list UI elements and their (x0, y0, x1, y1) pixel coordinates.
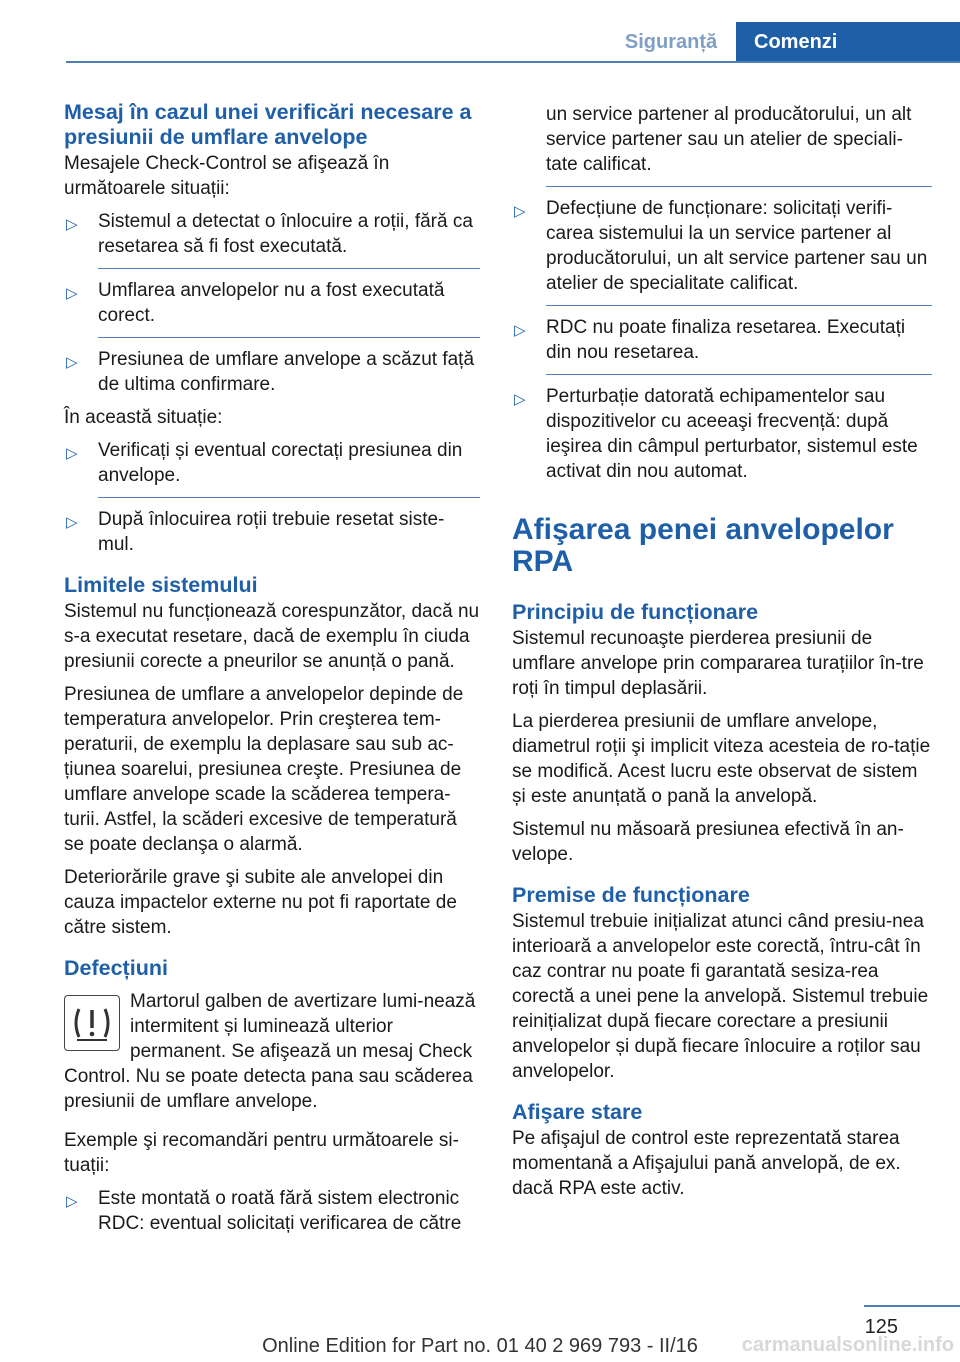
watermark: carmanualsonline.info (741, 1334, 954, 1356)
header-rule (66, 61, 960, 63)
heading-malfunctions: Defecțiuni (64, 956, 168, 980)
paragraph: Deteriorările grave şi subite ale anvelopei din cauza impactelor externe nu pot fi raportate de către sistem. (64, 867, 457, 938)
heading-check-message: Mesaj în cazul unei verificări necesare a presiunii de umflare anvelope (64, 100, 472, 149)
heading-operating-principle: Principiu de funcționare (512, 600, 759, 624)
triangle-right-icon: ▷ (66, 216, 78, 233)
tire-pressure-warning-icon (64, 995, 120, 1051)
triangle-right-icon: ▷ (66, 285, 78, 302)
list-item: ▷ RDC nu poate finaliza resetarea. Executați din nou resetarea. (512, 315, 932, 375)
heading-operating-requirements: Premise de funcționare (512, 883, 750, 907)
list-item: ▷ După înlocuirea roții trebuie resetat siste-mul. (66, 509, 445, 555)
triangle-right-icon: ▷ (66, 1193, 78, 1210)
triangle-right-icon: ▷ (66, 445, 78, 462)
paragraph: Presiunea de umflare a anvelopelor depinde de temperatura anvelopelor. Prin creşterea tem-peraturii, de exemplu la deplasare sau sub ac-țiunea soarelui, presiunea creşte. Presiunea de umflare anvelope scade la scăderea tempera-turii. Astfel, la scăderi excesive de temperatură se poate declanşa o alarmă. (64, 684, 464, 855)
footer-rule (864, 1305, 960, 1307)
left-column (64, 100, 480, 1244)
list-item: ▷ Umflarea anvelopelor nu a fost executată corect. (64, 278, 480, 338)
header-tab-siguranta[interactable]: Siguranță (624, 31, 718, 53)
page-number: 125 (864, 1316, 898, 1338)
triangle-right-icon: ▷ (514, 322, 526, 339)
edition-footer: Online Edition for Part no. 01 40 2 969 793 - II/16 (262, 1335, 698, 1357)
divider (98, 268, 480, 269)
divider (98, 337, 480, 338)
triangle-right-icon: ▷ (66, 514, 78, 531)
paragraph: Sistemul nu funcționează corespunzător, dacă nu s-a executat resetare, dacă de exemplu în ciuda presiunii corecte a pneurilor se anunță o pană. (64, 601, 480, 672)
triangle-right-icon: ▷ (514, 203, 526, 220)
divider (546, 186, 932, 187)
list-item: ▷ Verificați și eventual corectați presiunea din anvelope. (64, 438, 480, 498)
paragraph: În această situație: (64, 407, 223, 428)
list-item: ▷ Este montată o roată fără sistem electronic RDC: eventual solicitați verificarea de către (66, 1188, 462, 1234)
bullet-list (512, 102, 932, 484)
list-item: ▷ Presiunea de umflare anvelope a scăzut față de ultima confirmare. (66, 349, 475, 395)
divider (98, 497, 480, 498)
bullet-list (64, 1186, 480, 1236)
paragraph: Mesajele Check-Control se afişează în următoarele situații: (64, 153, 390, 199)
triangle-right-icon: ▷ (66, 354, 78, 371)
bullet-list (64, 209, 480, 397)
list-item: ▷ Sistemul a detectat o înlocuire a roții, fără ca resetarea să fi fost executată. (64, 209, 480, 269)
paragraph: Pe afişajul de control este reprezentată starea momentană a Afişajului pană anvelopă, de ex. dacă RPA este activ. (512, 1128, 901, 1199)
paragraph: Sistemul nu măsoară presiunea efectivă în an-velope. (512, 819, 904, 865)
section-title-rpa: Afişarea penei anvelopelor RPA (512, 513, 894, 578)
right-column (512, 102, 932, 1209)
list-item-continued: un service partener al producătorului, un alt service partener sau un atelier de speciali-tate calificat. (512, 102, 932, 187)
list-item: ▷ Defecțiune de funcționare: solicitați verifi-carea sistemului la un service partener al producătorului, un alt service partener sau un atelier de specialitate calificat. (512, 196, 932, 306)
list-item: ▷ Perturbație datorată echipamentelor sau dispozitivelor cu aceeaşi frecvență: după ieşirea din câmpul perturbator, sistemul este activat din nou automat. (514, 386, 918, 482)
paragraph: Exemple şi recomandări pentru următoarele si-tuații: (64, 1130, 459, 1176)
bullet-list (64, 438, 480, 557)
paragraph: Sistemul recunoaşte pierderea presiunii de umflare anvelope prin compararea turațiilor în-tre roți în timpul deplasării. (512, 628, 924, 699)
paragraph: Sistemul trebuie inițializat atunci când presiu-nea interioară a anvelopelor este corectă, întru-cât în caz contrar nu poate fi garantată sesiza-rea corectă a unei pene la anvelopă. Sistemul trebuie reinițializat după fiecare corectare a presiunii anvelopelor și după fiecare înlocuire a roților sau anvelopelor. (512, 911, 929, 1082)
heading-system-limits: Limitele sistemului (64, 573, 258, 597)
header-tab-comenzi[interactable]: Comenzi (736, 22, 960, 62)
divider (546, 305, 932, 306)
heading-status-display: Afişare stare (512, 1100, 643, 1124)
paragraph: La pierderea presiunii de umflare anvelope, diametrul roții şi implicit viteza acesteia de ro-tație se modifică. Acest lucru este observat de sistem și este anunțată o pană la anvelopă. (512, 711, 931, 807)
divider (546, 374, 932, 375)
paragraph: Martorul galben de avertizare lumi-nează intermitent și luminează ulterior permanent. Se afişează un mesaj Check Control. Nu se poate detecta pana sau scăderea presiunii de umflare anvelope. (64, 991, 476, 1112)
triangle-right-icon: ▷ (514, 391, 526, 408)
